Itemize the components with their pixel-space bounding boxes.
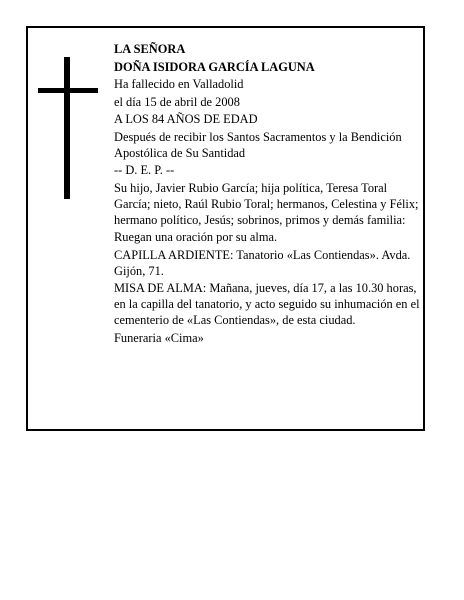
obituary-text	[114, 41, 420, 347]
cross-icon	[38, 57, 98, 199]
date-of-death: el día 15 de abril de 2008	[114, 94, 240, 109]
obituary-notice	[26, 26, 425, 431]
sacraments-line: Después de recibir los Santos Sacramentos y la Bendición Apostólica de Su Santidad	[114, 129, 402, 160]
age-line: A LOS 84 AÑOS DE EDAD	[114, 112, 258, 126]
deceased-name: DOÑA ISIDORA GARCÍA LAGUNA	[114, 59, 315, 74]
cross-vertical-bar	[64, 57, 70, 199]
family-line: Su hijo, Javier Rubio García; hija política, Teresa Toral García; nieto, Raúl Rubio Toral; hermanos, Celestina y Félix; hermano político, Jesús; sobrinos, primos y demás familia:	[114, 180, 419, 227]
mass-line: MISA DE ALMA: Mañana, jueves, día 17, a las 10.30 horas, en la capilla del tanatorio, y acto seguido su inhumación en el cementerio de «Las Contiendas», de esta ciudad.	[114, 281, 420, 327]
title-line-1: LA SEÑORA	[114, 42, 186, 56]
passed-away-place: Ha fallecido en Valladolid	[114, 77, 244, 91]
cross-horizontal-bar	[38, 88, 98, 93]
prayer-request: Ruegan una oración por su alma.	[114, 230, 278, 244]
chapel-line: CAPILLA ARDIENTE: Tanatorio «Las Contiendas». Avda. Gijón, 71.	[114, 247, 411, 278]
funeral-home: Funeraria «Cima»	[114, 330, 204, 345]
rip-line: -- D. E. P. --	[114, 163, 175, 177]
